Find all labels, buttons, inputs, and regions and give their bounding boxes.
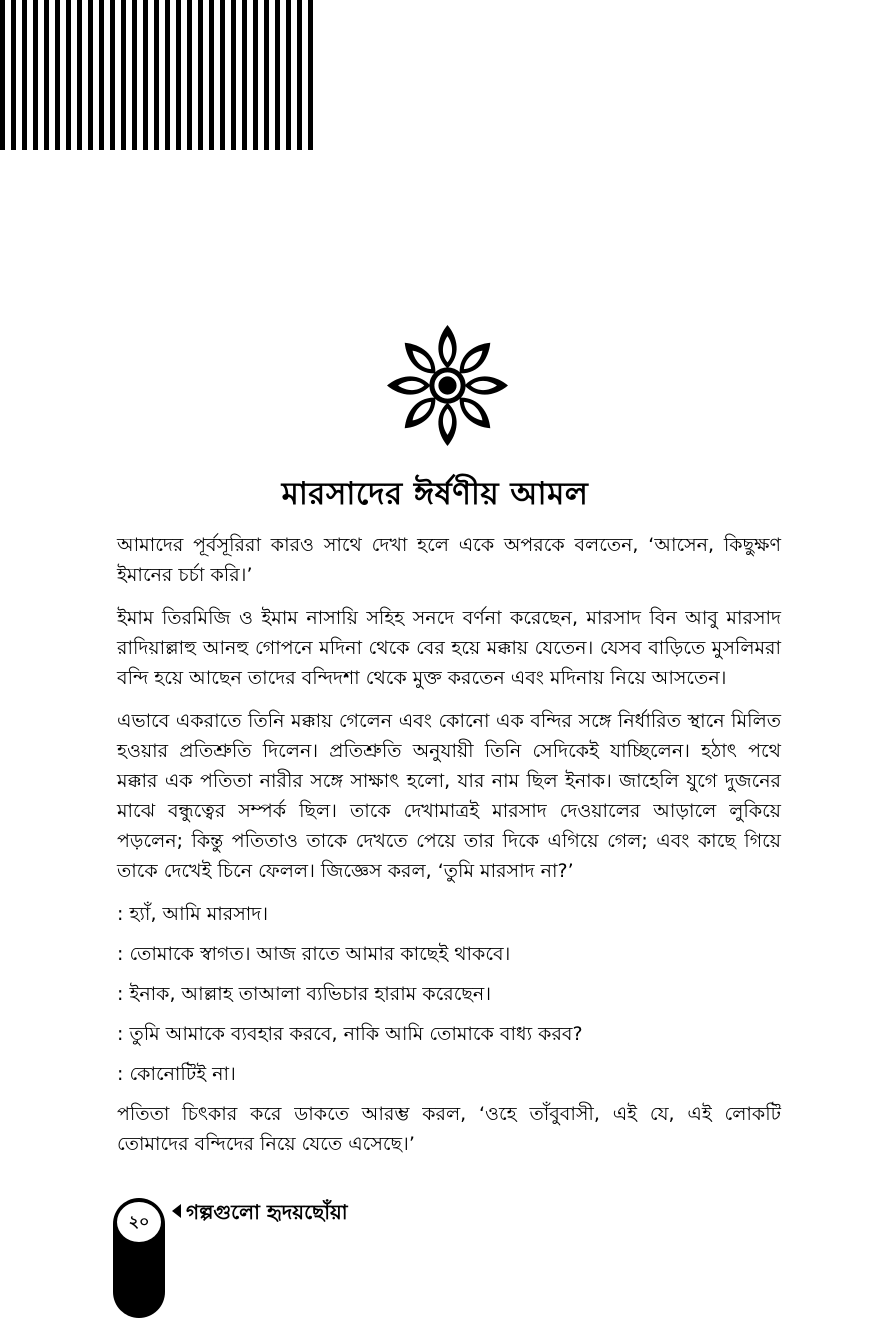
flower-ornament-icon [385, 323, 510, 448]
page-footer [0, 1188, 870, 1271]
book-title: গল্পগুলো হৃদয়ছোঁয়া [186, 1200, 348, 1224]
paragraph: এভাবে একরাতে তিনি মক্কায় গেলেন এবং কোনো এক বন্দির সঙ্গে নির্ধারিত স্থানে মিলিত হওয়ার প্রতিশ্রুতি দিলেন। প্রতিশ্রুতি অনুযায়ী তিনি সেদিকেই যাচ্ছিলেন। হঠাৎ পথে মক্কার এক পতিতা নারীর সঙ্গে সাক্ষাৎ হলো, যার নাম ছিল ইনাক। জাহেলি যুগে দুজনের মাঝে বন্ধুত্বের সম্পর্ক ছিল। তাকে দেখামাত্রই মারসাদ দেওয়ালের আড়ালে লুকিয়ে পড়লেন; কিন্তু পতিতাও তাকে দেখতে পেয়ে তার দিকে এগিয়ে গেল; এবং কাছে গিয়ে তাকে দেখেই চিনে ফেলল। জিজ্ঞেস করল, ‘তুমি মারসাদ না?’ [117, 710, 781, 882]
page-number: ২০ [117, 1202, 161, 1242]
chapter-title: মারসাদের ঈর্ষণীয় আমল [281, 476, 589, 512]
paragraph: ইমাম তিরমিজি ও ইমাম নাসায়ি সহিহ সনদে বর্ণনা করেছেন, মারসাদ বিন আবু মারসাদ রাদিয়াল্লাহু আনহু গোপনে মদিনা থেকে বের হয়ে মক্কায় যেতেন। যেসব বাড়িতে মুসলিমরা বন্দি হয়ে আছেন তাদের বন্দিদশা থেকে মুক্ত করতেন এবং মদিনায় নিয়ে আসতেন। [117, 607, 781, 689]
dialog-line: : তোমাকে স্বাগত। আজ রাতে আমার কাছেই থাকবে। [117, 943, 511, 965]
decorative-stripes [0, 0, 320, 150]
paragraph: আমাদের পূর্বসূরিরা কারও সাথে দেখা হলে একে অপরকে বলতেন, ‘আসেন, কিছুক্ষণ ইমানের চর্চা করি।’ [117, 534, 781, 586]
triangle-left-icon [172, 1204, 181, 1218]
paragraph: পতিতা চিৎকার করে ডাকতে আরম্ভ করল, ‘ওহে তাঁবুবাসী, এই যে, এই লোকটি তোমাদের বন্দিদের নিয়ে যেতে এসেছে।’ [117, 1103, 781, 1155]
dialog-line: : কোনোটিই না। [117, 1063, 236, 1085]
dialog-line: : ইনাক, আল্লাহ তাআলা ব্যভিচার হারাম করেছেন। [117, 983, 492, 1005]
body-text [117, 530, 781, 1172]
dialog-line: : তুমি আমাকে ব্যবহার করবে, নাকি আমি তোমাকে বাধ্য করব? [117, 1023, 583, 1045]
dialog-line: : হ্যাঁ, আমি মারসাদ। [117, 903, 269, 925]
